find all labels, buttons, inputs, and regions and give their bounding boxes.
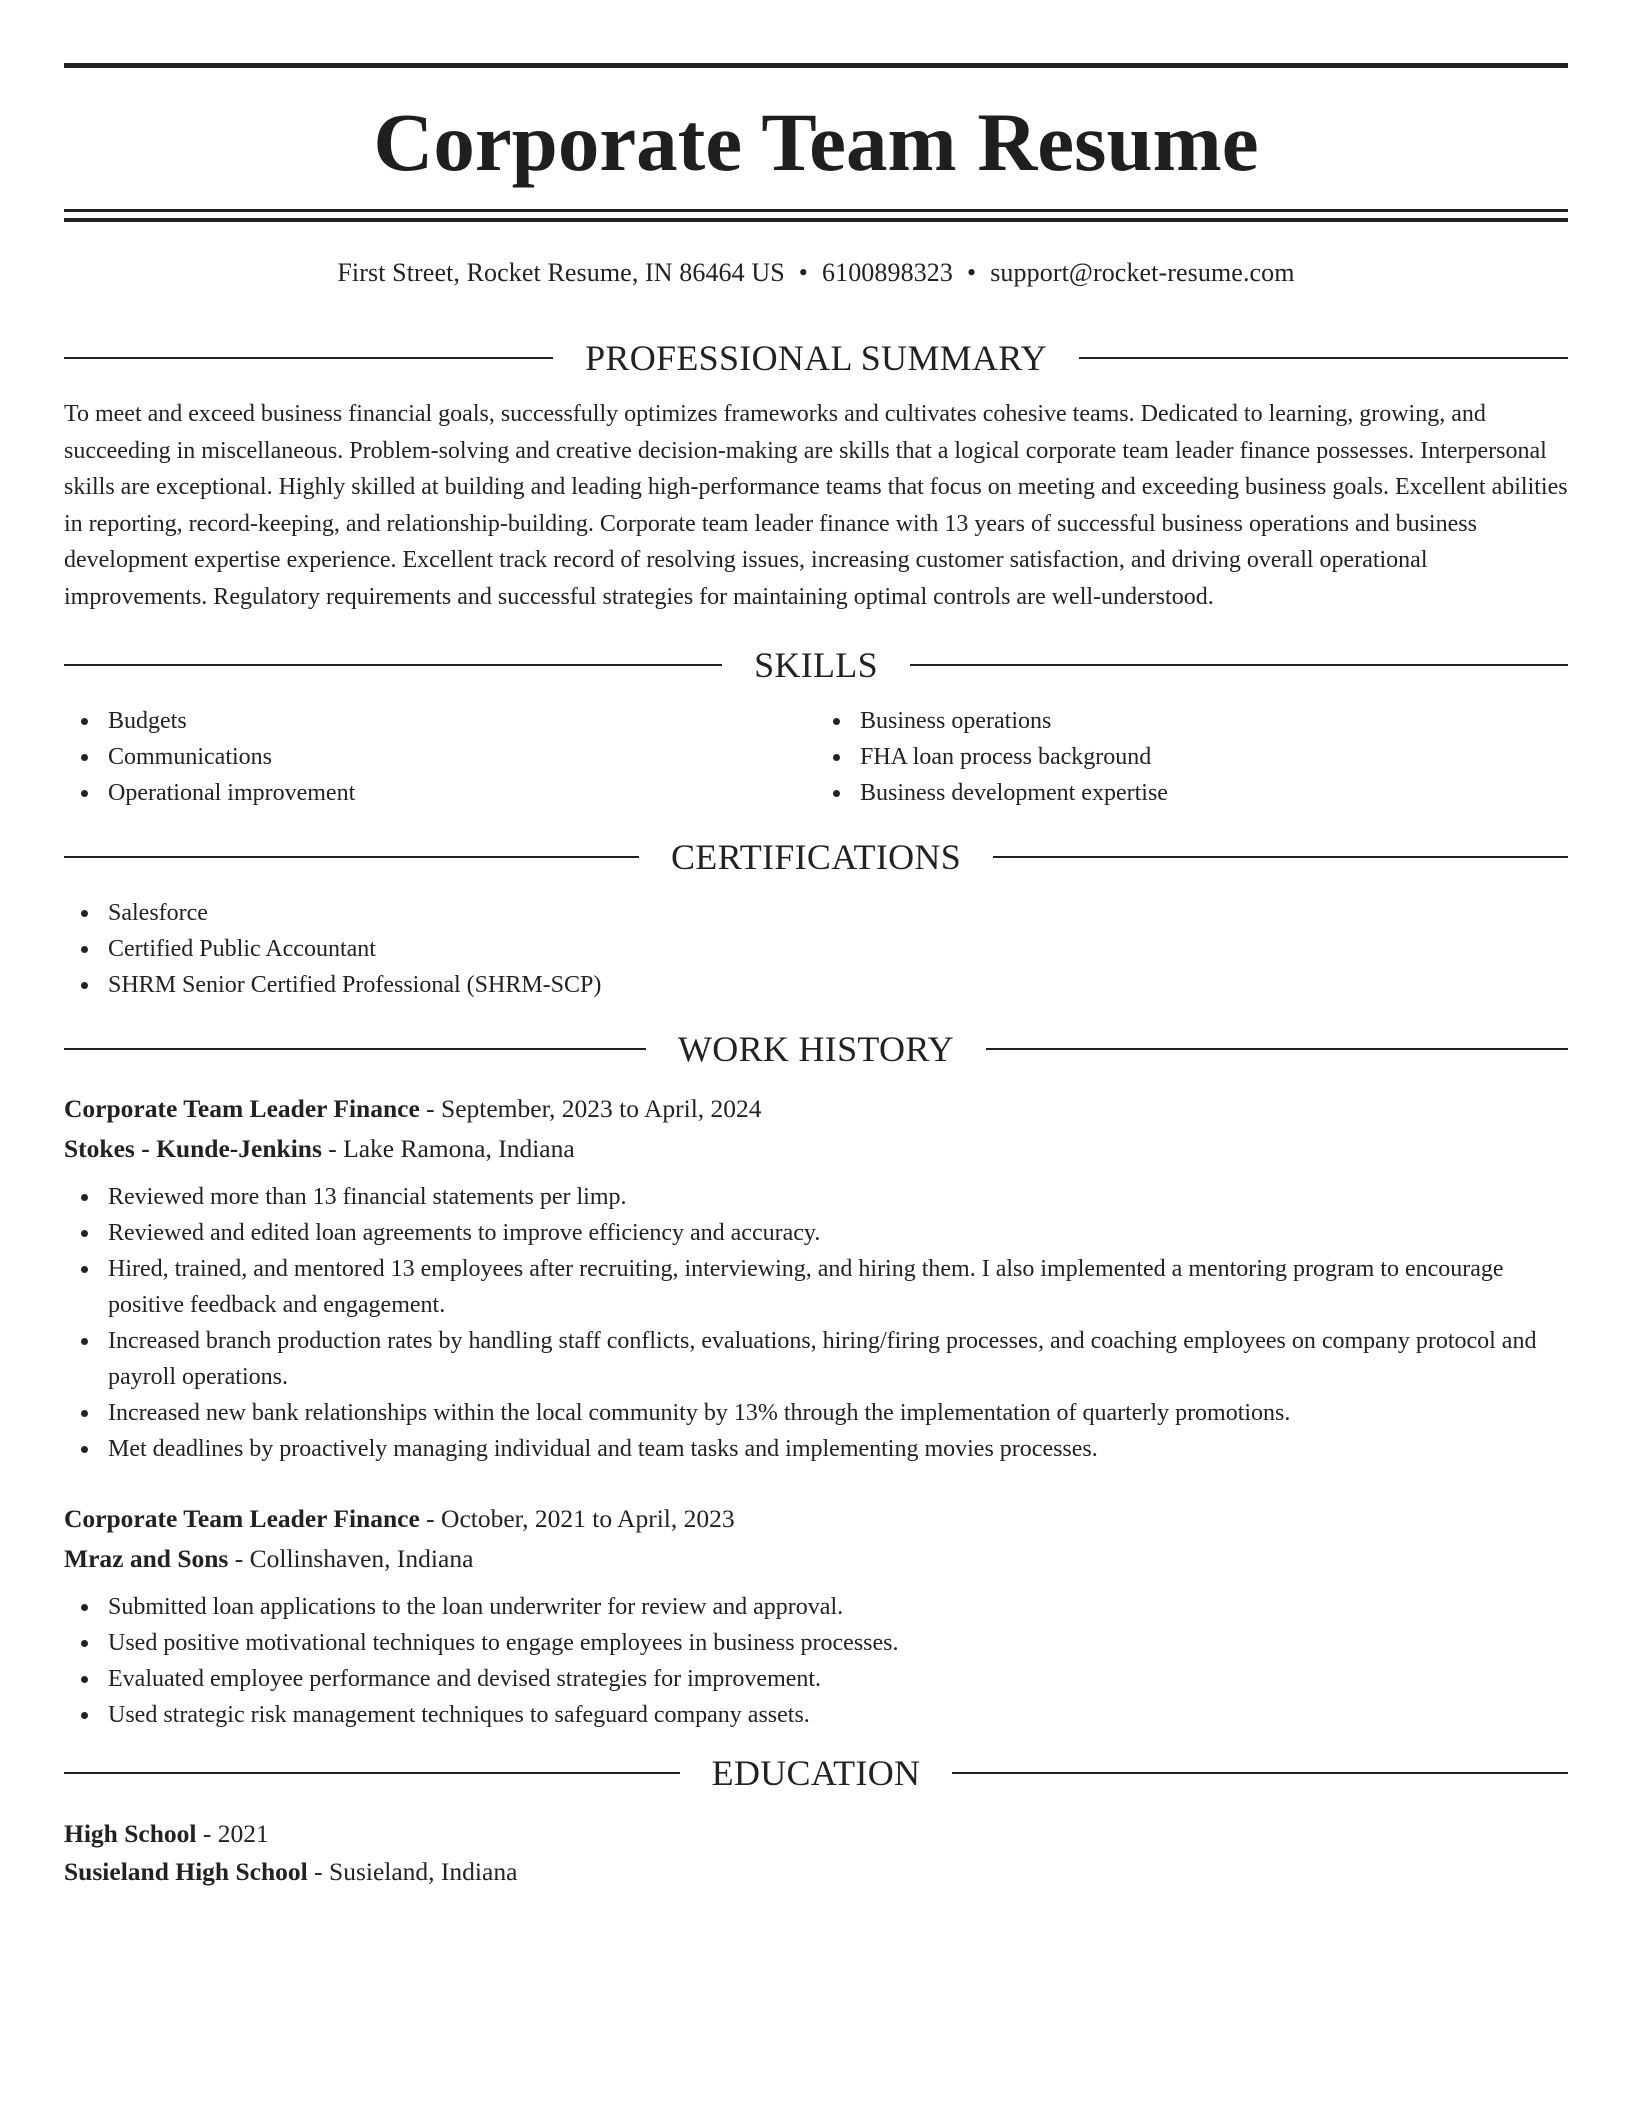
- job-company-line: [64, 1539, 1568, 1579]
- education-school: Susieland High School: [64, 1857, 308, 1886]
- section-title: PROFESSIONAL SUMMARY: [585, 338, 1047, 378]
- job-company: Mraz and Sons: [64, 1544, 229, 1573]
- job-title-line: [64, 1089, 1568, 1129]
- section-title: CERTIFICATIONS: [670, 837, 962, 877]
- job-title: Corporate Team Leader Finance: [64, 1504, 420, 1533]
- section-heading-certifications: [64, 837, 1568, 877]
- job-bullets: [64, 1589, 1568, 1733]
- job-bullet: Increased branch production rates by handling staff conflicts, evaluations, hiring/firing processes, and coaching employees on company protocol and payroll operations.: [64, 1323, 1568, 1395]
- skill-item: Operational improvement: [64, 775, 816, 811]
- section-heading-skills: [64, 645, 1568, 685]
- contact-separator: •: [967, 258, 977, 287]
- section-title: EDUCATION: [711, 1753, 921, 1793]
- skill-item: Budgets: [64, 703, 816, 739]
- job-dates: - September, 2023 to April, 2024: [419, 1094, 762, 1123]
- skill-item: FHA loan process background: [816, 739, 1568, 775]
- summary-text: To meet and exceed business financial goals, successfully optimizes frameworks and cultivates cohesive teams. Dedicated to learning, growing, and succeeding in miscellaneous. Problem-solving and creative decision-making are skills that a logical corporate team leader finance possesses. Interpersonal skills are exceptional. Highly skilled at building and leading high-performance teams that focus on meeting and exceeding business goals. Excellent abilities in reporting, record-keeping, and relationship-building. Corporate team leader finance with 13 years of successful business operations and business development expertise experience. Excellent track record of resolving issues, increasing customer satisfaction, and driving overall operational improvements. Regulatory requirements and successful strategies for maintaining optimal controls are well-understood.: [64, 401, 1568, 610]
- education-degree-line: [64, 1815, 1568, 1853]
- certification-item: SHRM Senior Certified Professional (SHRM-SCP): [64, 967, 1568, 1003]
- education-school-line: [64, 1853, 1568, 1891]
- skill-item: Business development expertise: [816, 775, 1568, 811]
- job-bullet: Reviewed more than 13 financial statements per limp.: [64, 1179, 1568, 1215]
- skills-grid: [64, 703, 1568, 811]
- job-company-line: [64, 1129, 1568, 1169]
- contact-phone: 6100898323: [822, 258, 953, 287]
- section-heading-work-history: [64, 1029, 1568, 1069]
- section-title: WORK HISTORY: [678, 1029, 954, 1069]
- section-heading-summary: [64, 338, 1568, 378]
- resume-title: Corporate Team Resume: [373, 96, 1259, 188]
- certification-item: Salesforce: [64, 895, 1568, 931]
- job-bullet: Submitted loan applications to the loan underwriter for review and approval.: [64, 1589, 1568, 1625]
- job-bullet: Used positive motivational techniques to engage employees in business processes.: [64, 1625, 1568, 1661]
- certifications-list: [64, 895, 1568, 1003]
- job-bullet: Used strategic risk management techniques to safeguard company assets.: [64, 1697, 1568, 1733]
- job-bullet: Increased new bank relationships within the local community by 13% through the implementation of quarterly promotions.: [64, 1395, 1568, 1431]
- job-location: - Collinshaven, Indiana: [228, 1544, 474, 1573]
- section-title: SKILLS: [754, 645, 878, 685]
- contact-line: [64, 258, 1568, 298]
- job-bullets: [64, 1179, 1568, 1467]
- contact-separator: •: [798, 258, 808, 287]
- education-year: - 2021: [196, 1819, 269, 1848]
- job-title: Corporate Team Leader Finance: [64, 1094, 420, 1123]
- certification-item: Certified Public Accountant: [64, 931, 1568, 967]
- contact-address: First Street, Rocket Resume, IN 86464 US: [337, 258, 785, 287]
- job-bullet: Evaluated employee performance and devised strategies for improvement.: [64, 1661, 1568, 1697]
- job-location: - Lake Ramona, Indiana: [321, 1134, 575, 1163]
- top-rule: [64, 63, 1568, 68]
- title-double-rule: [64, 209, 1568, 222]
- education-degree: High School: [64, 1819, 197, 1848]
- job-entry: [64, 1499, 1568, 1733]
- education-entry: [64, 1815, 1568, 1891]
- education-location: - Susieland, Indiana: [307, 1857, 518, 1886]
- contact-email: support@rocket-resume.com: [990, 258, 1295, 287]
- skill-item: Communications: [64, 739, 816, 775]
- job-entry: [64, 1089, 1568, 1467]
- job-dates: - October, 2021 to April, 2023: [419, 1504, 735, 1533]
- job-bullet: Reviewed and edited loan agreements to improve efficiency and accuracy.: [64, 1215, 1568, 1251]
- skill-item: Business operations: [816, 703, 1568, 739]
- job-company: Stokes - Kunde-Jenkins: [64, 1134, 322, 1163]
- job-bullet: Met deadlines by proactively managing individual and team tasks and implementing movies processes.: [64, 1431, 1568, 1467]
- skills-list-left: [64, 703, 816, 811]
- job-bullet: Hired, trained, and mentored 13 employees after recruiting, interviewing, and hiring them. I also implemented a mentoring program to encourage positive feedback and engagement.: [64, 1251, 1568, 1323]
- section-heading-education: [64, 1753, 1568, 1793]
- skills-list-right: [816, 703, 1568, 811]
- job-title-line: [64, 1499, 1568, 1539]
